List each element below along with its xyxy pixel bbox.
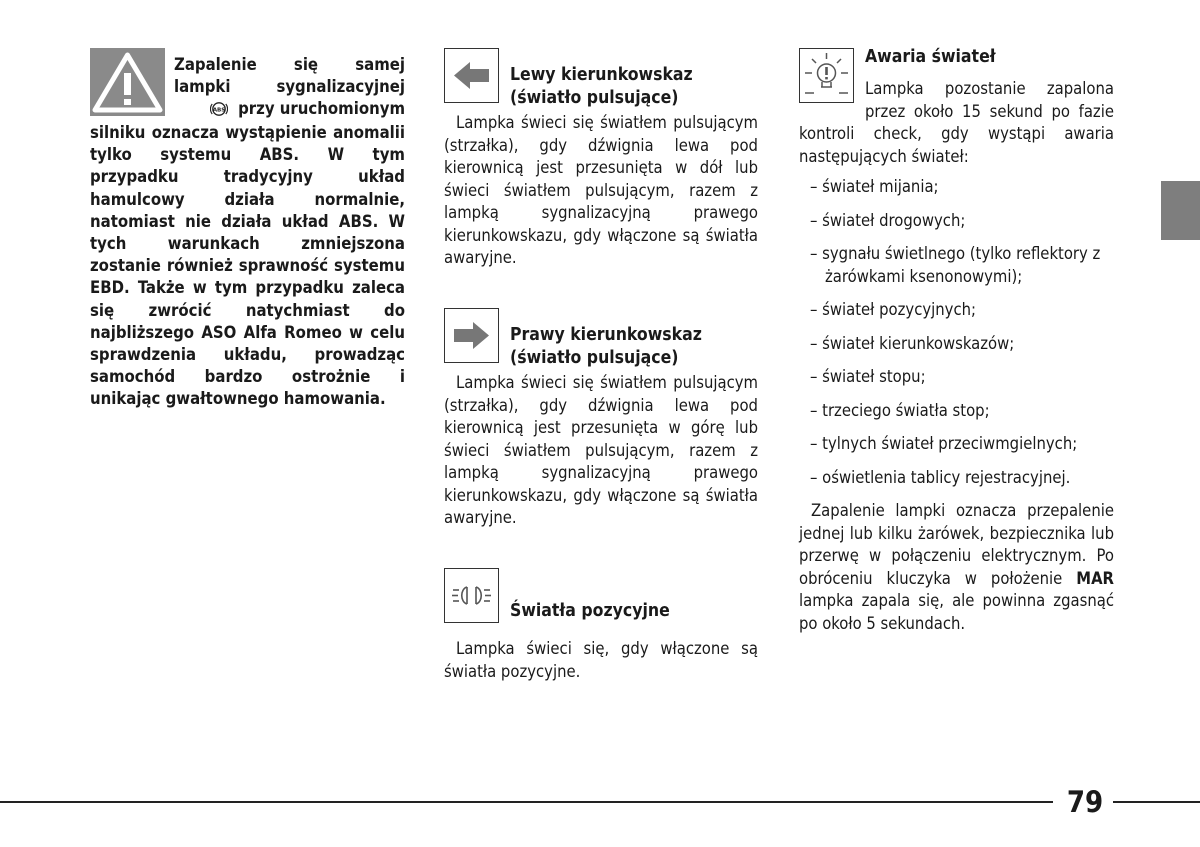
list-item: – sygnału świetlnego (tylko reflektory z żarówkami ksenonowymi); xyxy=(810,244,1101,286)
right-signal-body xyxy=(444,372,758,530)
list-item: – trzeciego światła stop; xyxy=(810,400,990,420)
abs-lamp-icon xyxy=(210,101,228,123)
list-item: – świateł stopu; xyxy=(810,367,926,386)
left-arrow-icon xyxy=(444,48,499,103)
warning-header xyxy=(90,48,405,118)
position-lights-body-text: Lampka świeci się, gdy włączone są światła pozycyjne. xyxy=(444,639,758,681)
intro-line-1: Lampka pozostanie zapalona xyxy=(865,79,1114,98)
position-lights-icon xyxy=(444,568,499,623)
left-signal-body-text: Lampka świeci się światłem pulsującym (strzałka), gdy dźwignia lewa pod kierownicą jest przesunięta w dół lub świeci światłem pulsującym, razem z lampką sygnalizacyjną prawego kierunkowskazu, gdy włączone są światła awaryjne. xyxy=(444,113,758,267)
warning-line-2: lampki sygnalizacyjnej xyxy=(174,77,405,96)
list-item: – świateł pozycyjnych; xyxy=(810,300,977,319)
right-turn-signal-section xyxy=(444,308,758,530)
warning-triangle-icon xyxy=(90,48,165,116)
bulb-failure-icon xyxy=(799,48,854,103)
right-signal-title xyxy=(510,324,702,370)
position-lights-section xyxy=(444,568,758,683)
warning-line-1: Zapalenie się samej xyxy=(174,55,405,74)
final-text-after: lampka zapala się, ale powinna zgasnąć po około 5 sekundach. xyxy=(799,591,1114,633)
right-signal-title-line-1: Prawy kierunkowskaz xyxy=(510,325,702,345)
left-signal-title-line-2: (światło pulsujące) xyxy=(510,88,679,108)
abs-warning-body: silniku oznacza wystąpienie anomalii tylko systemu ABS. W tym przypadku tradycyjny układ hamulcowy działa normalnie, natomiast nie działa układ ABS. W tych warunkach zmniejszona zostanie również sprawność systemu EBD. Także w tym przypadku zaleca się zwrócić natychmiast do najbliższego ASO Alfa Romeo w celu sprawdzenia układu, prowadząc samochód bardzo ostrożnie i unikając gwałtownego hamowania. xyxy=(90,123,405,409)
right-arrow-icon xyxy=(444,308,499,363)
abs-lamp-label: ABS xyxy=(212,107,226,114)
right-signal-title-line-2: (światło pulsujące) xyxy=(510,348,679,368)
abs-warning-column xyxy=(90,48,405,411)
final-text-key-position: MAR xyxy=(1076,568,1114,588)
light-failure-column xyxy=(799,48,1114,635)
right-signal-body-text: Lampka świeci się światłem pulsującym (strzałka), gdy dźwignia lewa pod kierownicą jest przesunięta w górę lub świeci światłem pulsującym, razem z lampką sygnalizacyjną prawego kierunkowskazu, gdy włączone są światła awaryjne. xyxy=(444,373,758,527)
list-item: – tylnych świateł przeciwmgielnych; xyxy=(810,434,1078,453)
failed-lights-list xyxy=(799,176,1114,489)
chapter-tab-marker xyxy=(1161,181,1200,240)
warning-lead-text xyxy=(174,54,405,123)
footer-rule-left xyxy=(0,801,1053,803)
light-failure-title: Awaria świateł xyxy=(865,47,996,67)
warning-line-3: przy uruchomionym xyxy=(238,99,405,118)
left-signal-body xyxy=(444,112,758,270)
position-lights-body xyxy=(444,638,758,683)
page-number: 79 xyxy=(1066,785,1104,819)
list-item: – oświetlenia tablicy rejestracyjnej. xyxy=(810,467,1071,487)
left-signal-title xyxy=(510,64,693,110)
intro-line-2: przez około 15 sekund po fazie xyxy=(865,101,1114,121)
list-item: – świateł drogowych; xyxy=(810,210,966,230)
intro-rest: kontroli check, gdy wystąpi awaria następujących świateł: xyxy=(799,124,1114,166)
light-failure-final-paragraph xyxy=(799,500,1114,635)
footer-rule-right xyxy=(1113,801,1200,803)
position-lights-title: Światła pozycyjne xyxy=(510,601,670,621)
left-signal-title-line-1: Lewy kierunkowskaz xyxy=(510,65,693,85)
final-text-before: Zapalenie lampki oznacza przepalenie jednej lub kilku żarówek, bezpiecznika lub przerwę w połączeniu elektrycznym. Po obróceniu kluczyka w położenie xyxy=(799,501,1114,588)
list-item: – świateł kierunkowskazów; xyxy=(810,333,1015,353)
list-item: – świateł mijania; xyxy=(810,177,939,196)
left-turn-signal-section xyxy=(444,48,758,270)
